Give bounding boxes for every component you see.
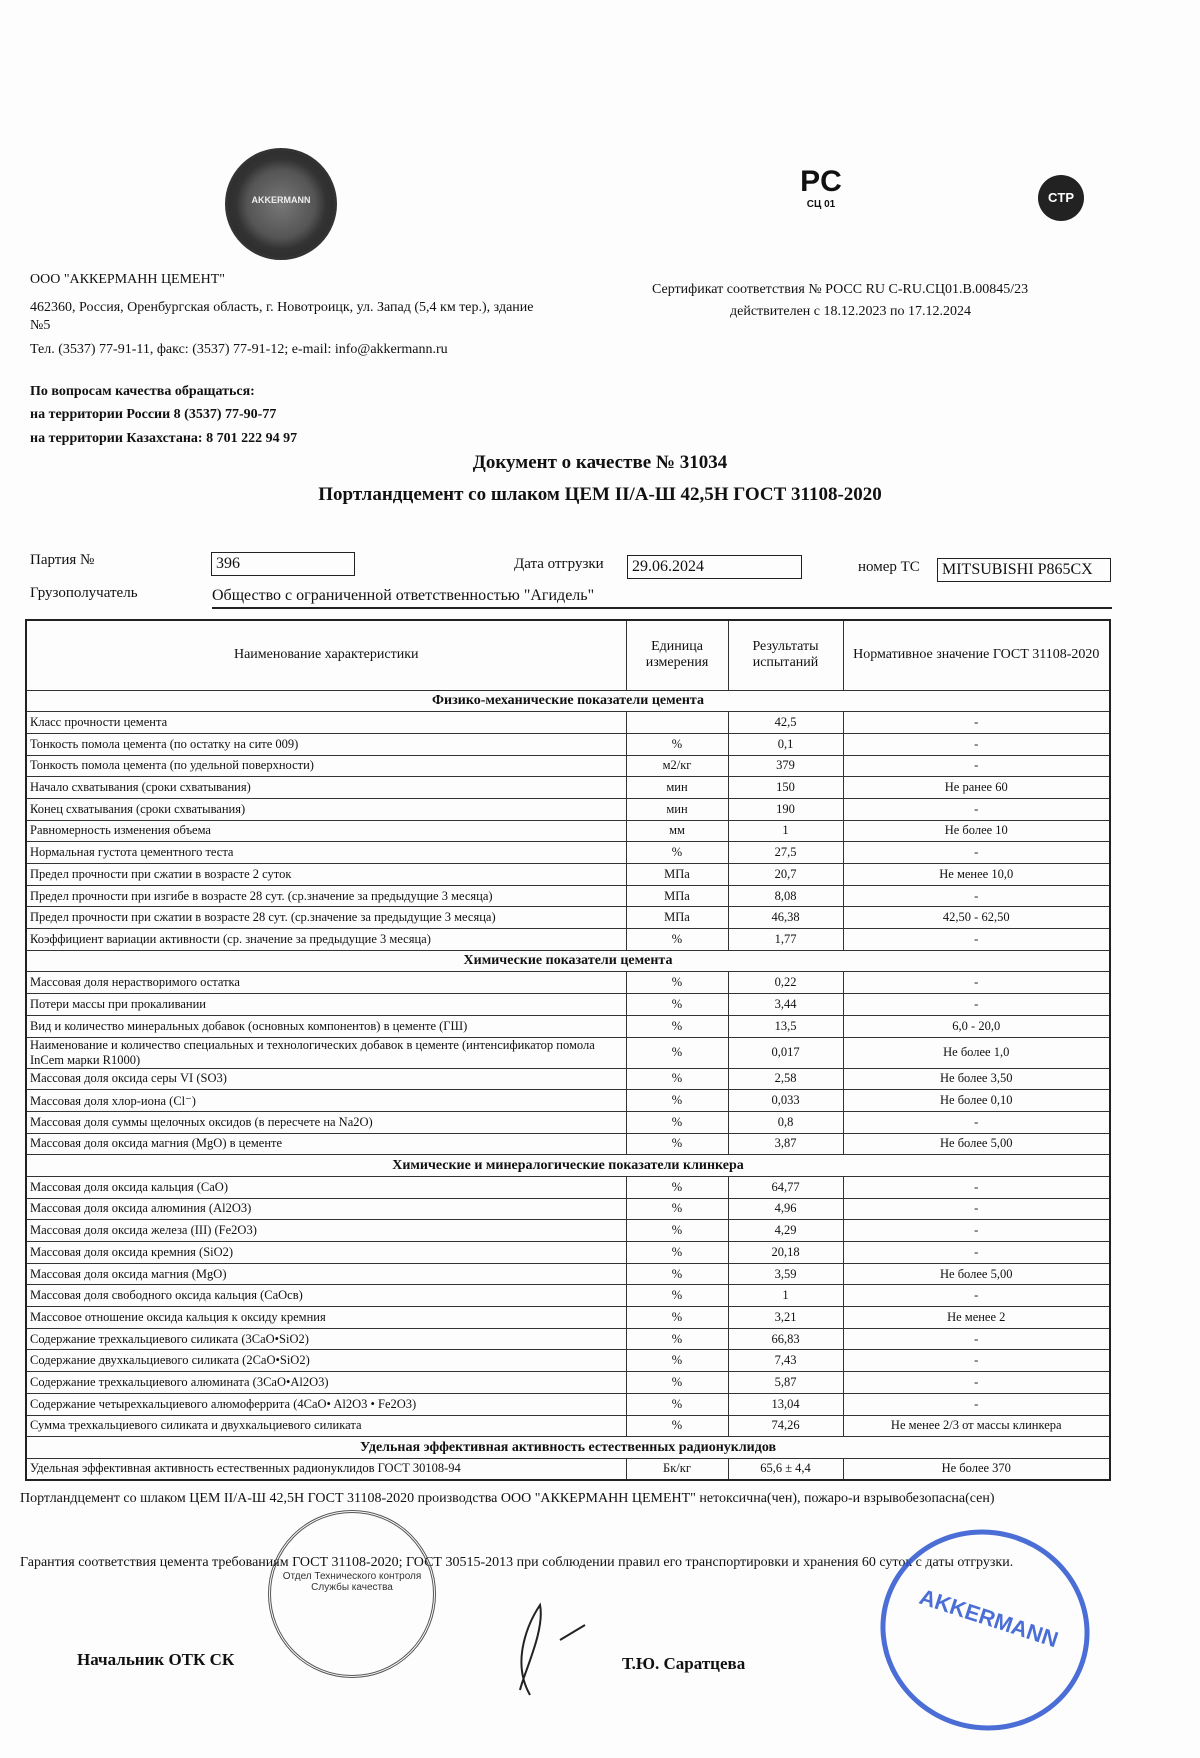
table-row <box>26 864 1110 886</box>
document-subtitle: Портландцемент со шлаком ЦЕМ II/А-Ш 42,5Н ГОСТ 31108-2020 <box>318 484 882 505</box>
section-row <box>26 690 1110 712</box>
table-row <box>26 712 1110 734</box>
otk-stamp: Отдел Технического контроля Службы качества <box>268 1510 436 1678</box>
cell-norm: - <box>843 798 1110 820</box>
cell-unit: % <box>626 1350 728 1372</box>
cell-unit: % <box>626 733 728 755</box>
cell-name: Массовая доля свободного оксида кальция (CaOсв) <box>26 1285 626 1307</box>
table-row <box>26 1198 1110 1220</box>
cell-result: 66,83 <box>728 1328 843 1350</box>
recipient-value: Общество с ограниченной ответственностью "Агидель" <box>212 587 1112 609</box>
cell-norm: - <box>843 842 1110 864</box>
cell-name: Удельная эффективная активность естественных радионуклидов ГОСТ 30108-94 <box>26 1458 626 1480</box>
cell-norm: Не более 5,00 <box>843 1133 1110 1155</box>
cell-norm: Не более 3,50 <box>843 1068 1110 1090</box>
table-row <box>26 1068 1110 1090</box>
cell-result: 27,5 <box>728 842 843 864</box>
cell-norm: Не более 1,0 <box>843 1037 1110 1068</box>
header-unit: Единица измерения <box>626 620 728 690</box>
cell-unit: % <box>626 972 728 994</box>
cell-name: Предел прочности при сжатии в возрасте 2 суток <box>26 864 626 886</box>
table-row <box>26 1176 1110 1198</box>
cell-name: Класс прочности цемента <box>26 712 626 734</box>
batch-field: 396 <box>211 552 355 576</box>
cell-name: Потери массы при прокаливании <box>26 994 626 1016</box>
cell-result: 3,59 <box>728 1263 843 1285</box>
cell-unit: % <box>626 1037 728 1068</box>
table-row <box>26 1415 1110 1437</box>
batch-label: Партия № <box>30 552 95 568</box>
cell-result: 3,21 <box>728 1307 843 1329</box>
table-row <box>26 777 1110 799</box>
cell-result: 379 <box>728 755 843 777</box>
table-row <box>26 972 1110 994</box>
cell-norm: - <box>843 1328 1110 1350</box>
cell-name: Массовая доля оксида магния (MgO) в цементе <box>26 1133 626 1155</box>
cell-name: Вид и количество минеральных добавок (основных компонентов) в цементе (ГШ) <box>26 1015 626 1037</box>
cell-unit: % <box>626 1285 728 1307</box>
recipient-label: Грузополучатель <box>30 585 138 601</box>
signature <box>500 1600 590 1698</box>
header-norm: Нормативное значение ГОСТ 31108-2020 <box>843 620 1110 690</box>
shipment-date-label: Дата отгрузки <box>514 556 604 572</box>
cell-result: 46,38 <box>728 907 843 929</box>
cell-name: Массовая доля оксида серы VI (SO3) <box>26 1068 626 1090</box>
cell-result: 8,08 <box>728 885 843 907</box>
cell-norm: - <box>843 1111 1110 1133</box>
cell-unit: % <box>626 1372 728 1394</box>
header-result: Результаты испытаний <box>728 620 843 690</box>
table-row <box>26 1458 1110 1480</box>
cell-result: 13,5 <box>728 1015 843 1037</box>
cell-norm: - <box>843 1220 1110 1242</box>
cell-name: Массовая доля оксида кальция (CaO) <box>26 1176 626 1198</box>
safety-note: Портландцемент со шлаком ЦЕМ II/А-Ш 42,5Н ГОСТ 31108-2020 производства ООО "АККЕРМАНН ЦЕМЕНТ" нетоксична(чен), пожаро-и взрывобезопасна(сен) <box>20 1491 995 1506</box>
cell-result: 3,87 <box>728 1133 843 1155</box>
cell-norm: - <box>843 1372 1110 1394</box>
company-name: ООО "АККЕРМАНН ЦЕМЕНТ" <box>30 272 225 287</box>
cell-name: Сумма трехкальциевого силиката и двухкальциевого силиката <box>26 1415 626 1437</box>
cell-unit: % <box>626 1111 728 1133</box>
table-row <box>26 929 1110 951</box>
cell-unit: % <box>626 1068 728 1090</box>
cell-unit: % <box>626 1176 728 1198</box>
cell-norm: - <box>843 929 1110 951</box>
cell-result: 7,43 <box>728 1350 843 1372</box>
cell-norm: Не ранее 60 <box>843 777 1110 799</box>
cell-norm: Не более 370 <box>843 1458 1110 1480</box>
cell-norm: Не более 5,00 <box>843 1263 1110 1285</box>
cell-result: 1,77 <box>728 929 843 951</box>
table-row <box>26 1393 1110 1415</box>
table-row <box>26 907 1110 929</box>
table-row <box>26 1307 1110 1329</box>
cell-norm: - <box>843 733 1110 755</box>
quality-contacts-russia: на территории России 8 (3537) 77-90-77 <box>30 407 277 422</box>
cell-name: Равномерность изменения объема <box>26 820 626 842</box>
cell-norm: - <box>843 972 1110 994</box>
section-row <box>26 950 1110 972</box>
table-row <box>26 842 1110 864</box>
cell-norm: - <box>843 1350 1110 1372</box>
cell-unit: МПа <box>626 907 728 929</box>
table-row <box>26 1285 1110 1307</box>
table-row <box>26 1350 1110 1372</box>
cell-unit: % <box>626 1263 728 1285</box>
cell-unit: % <box>626 1090 728 1112</box>
cell-norm: - <box>843 712 1110 734</box>
section-row <box>26 1155 1110 1177</box>
cell-norm: Не более 0,10 <box>843 1090 1110 1112</box>
signer-name: Т.Ю. Саратцева <box>622 1654 746 1673</box>
cell-result: 0,017 <box>728 1037 843 1068</box>
cell-result: 0,8 <box>728 1111 843 1133</box>
cell-result: 4,29 <box>728 1220 843 1242</box>
cell-name: Массовая доля оксида алюминия (Al2O3) <box>26 1198 626 1220</box>
cell-result: 13,04 <box>728 1393 843 1415</box>
table-row <box>26 1111 1110 1133</box>
cell-result: 74,26 <box>728 1415 843 1437</box>
cell-norm: 42,50 - 62,50 <box>843 907 1110 929</box>
cell-name: Массовая доля нерастворимого остатка <box>26 972 626 994</box>
cell-unit: м2/кг <box>626 755 728 777</box>
cell-name: Коэффициент вариации активности (ср. значение за предыдущие 3 месяца) <box>26 929 626 951</box>
table-row <box>26 1015 1110 1037</box>
table-row <box>26 1242 1110 1264</box>
cell-norm: - <box>843 885 1110 907</box>
cell-name: Массовая доля хлор-иона (Cl⁻) <box>26 1090 626 1112</box>
cell-name: Содержание трехкальциевого силиката (3CaO•SiO2) <box>26 1328 626 1350</box>
cell-unit: % <box>626 929 728 951</box>
shipment-date-field: 29.06.2024 <box>627 555 802 579</box>
cell-norm: - <box>843 1393 1110 1415</box>
cell-result: 20,18 <box>728 1242 843 1264</box>
eac-ctr-mark: CTP <box>1038 175 1084 221</box>
table-row <box>26 1090 1110 1112</box>
cell-name: Массовая доля оксида кремния (SiO2) <box>26 1242 626 1264</box>
certificate-validity: действителен с 18.12.2023 по 17.12.2024 <box>730 304 971 319</box>
cell-result: 3,44 <box>728 994 843 1016</box>
cell-name: Конец схватывания (сроки схватывания) <box>26 798 626 820</box>
cell-norm: - <box>843 1198 1110 1220</box>
cell-unit: % <box>626 1415 728 1437</box>
section-title: Физико-механические показатели цемента <box>26 690 1110 712</box>
cell-name: Массовое отношение оксида кальция к оксиду кремния <box>26 1307 626 1329</box>
quality-table <box>25 619 1111 1481</box>
table-row <box>26 1220 1110 1242</box>
cell-norm: 6,0 - 20,0 <box>843 1015 1110 1037</box>
section-row <box>26 1437 1110 1459</box>
cell-result: 64,77 <box>728 1176 843 1198</box>
cell-name: Тонкость помола цемента (по остатку на сите 009) <box>26 733 626 755</box>
cell-result: 0,22 <box>728 972 843 994</box>
section-title: Химические показатели цемента <box>26 950 1110 972</box>
cell-unit: % <box>626 1133 728 1155</box>
cell-name: Предел прочности при изгибе в возрасте 28 сут. (ср.значение за предыдущие 3 месяца) <box>26 885 626 907</box>
company-contacts: Тел. (3537) 77-91-11, факс: (3537) 77-91-12; e-mail: info@akkermann.ru <box>30 342 448 357</box>
cell-name: Содержание четырехкальциевого алюмоферрита (4CaO• Al2O3 • Fe2O3) <box>26 1393 626 1415</box>
cell-norm: - <box>843 1242 1110 1264</box>
pct-certification-mark: PC СЦ 01 <box>800 165 842 210</box>
cell-unit: % <box>626 1307 728 1329</box>
cell-unit: МПа <box>626 864 728 886</box>
cell-name: Массовая доля суммы щелочных оксидов (в пересчете на Na2O) <box>26 1111 626 1133</box>
table-row <box>26 994 1110 1016</box>
cell-unit: мин <box>626 777 728 799</box>
cell-norm: - <box>843 994 1110 1016</box>
cell-result: 65,6 ± 4,4 <box>728 1458 843 1480</box>
signer-position: Начальник ОТК СК <box>77 1650 235 1669</box>
cell-result: 20,7 <box>728 864 843 886</box>
quality-contacts-title: По вопросам качества обращаться: <box>30 384 255 399</box>
cell-norm: Не менее 10,0 <box>843 864 1110 886</box>
company-logo: AKKERMANN <box>225 148 337 260</box>
cell-unit: МПа <box>626 885 728 907</box>
cell-result: 2,58 <box>728 1068 843 1090</box>
certificate-number: Сертификат соответствия № РОСС RU C-RU.СЦ01.В.00845/23 <box>652 282 1029 297</box>
table-row <box>26 1037 1110 1068</box>
cell-name: Начало схватывания (сроки схватывания) <box>26 777 626 799</box>
cell-unit: % <box>626 1198 728 1220</box>
cell-unit: % <box>626 842 728 864</box>
cell-result: 42,5 <box>728 712 843 734</box>
company-stamp: AKKERMANN <box>854 1502 1116 1757</box>
cell-unit: мм <box>626 820 728 842</box>
cell-result: 0,033 <box>728 1090 843 1112</box>
table-row <box>26 820 1110 842</box>
section-title: Удельная эффективная активность естественных радионуклидов <box>26 1437 1110 1459</box>
cell-unit: % <box>626 1393 728 1415</box>
section-title: Химические и минералогические показатели клинкера <box>26 1155 1110 1177</box>
cell-norm: - <box>843 755 1110 777</box>
cell-result: 150 <box>728 777 843 799</box>
cell-name: Массовая доля оксида железа (III) (Fe2O3) <box>26 1220 626 1242</box>
cell-norm: - <box>843 1176 1110 1198</box>
cell-name: Нормальная густота цементного теста <box>26 842 626 864</box>
cell-name: Содержание двухкальциевого силиката (2CaO•SiO2) <box>26 1350 626 1372</box>
vehicle-field: MITSUBISHI P865CX <box>937 558 1111 582</box>
cell-name: Массовая доля оксида магния (MgO) <box>26 1263 626 1285</box>
cell-result: 5,87 <box>728 1372 843 1394</box>
cell-unit <box>626 712 728 734</box>
cell-unit: % <box>626 1220 728 1242</box>
cell-unit: % <box>626 994 728 1016</box>
cell-result: 0,1 <box>728 733 843 755</box>
cell-result: 190 <box>728 798 843 820</box>
cell-name: Предел прочности при сжатии в возрасте 28 сут. (ср.значение за предыдущие 3 месяца) <box>26 907 626 929</box>
cell-name: Тонкость помола цемента (по удельной поверхности) <box>26 755 626 777</box>
company-address-2: №5 <box>30 318 51 333</box>
table-row <box>26 1133 1110 1155</box>
guarantee-note: Гарантия соответствия цемента требованиям ГОСТ 31108-2020; ГОСТ 30515-2013 при соблюдении правил его транспортировки и хранения 60 суток с даты отгрузки. <box>20 1555 1014 1570</box>
cell-norm: Не менее 2/3 от массы клинкера <box>843 1415 1110 1437</box>
document-title: Документ о качестве № 31034 <box>472 452 728 473</box>
table-row <box>26 755 1110 777</box>
cell-unit: % <box>626 1015 728 1037</box>
table-row <box>26 1263 1110 1285</box>
cell-unit: мин <box>626 798 728 820</box>
cell-name: Наименование и количество специальных и технологических добавок в цементе (интенсификатор помола InCem марки R1000) <box>26 1037 626 1068</box>
vehicle-label: номер ТС <box>858 559 920 575</box>
cell-norm: - <box>843 1285 1110 1307</box>
cell-unit: % <box>626 1242 728 1264</box>
table-row <box>26 798 1110 820</box>
cell-result: 1 <box>728 820 843 842</box>
cell-norm: Не менее 2 <box>843 1307 1110 1329</box>
cell-unit: % <box>626 1328 728 1350</box>
cell-result: 1 <box>728 1285 843 1307</box>
table-row <box>26 1328 1110 1350</box>
header-name: Наименование характеристики <box>26 620 626 690</box>
cell-name: Содержание трехкальциевого алюмината (3CaO•Al2O3) <box>26 1372 626 1394</box>
cell-norm: Не более 10 <box>843 820 1110 842</box>
table-row <box>26 885 1110 907</box>
cell-result: 4,96 <box>728 1198 843 1220</box>
cell-unit: Бк/кг <box>626 1458 728 1480</box>
quality-contacts-kazakhstan: на территории Казахстана: 8 701 222 94 97 <box>30 431 298 446</box>
company-address: 462360, Россия, Оренбургская область, г. Новотроицк, ул. Запад (5,4 км тер.), здание <box>30 300 534 315</box>
table-row <box>26 1372 1110 1394</box>
table-row <box>26 733 1110 755</box>
